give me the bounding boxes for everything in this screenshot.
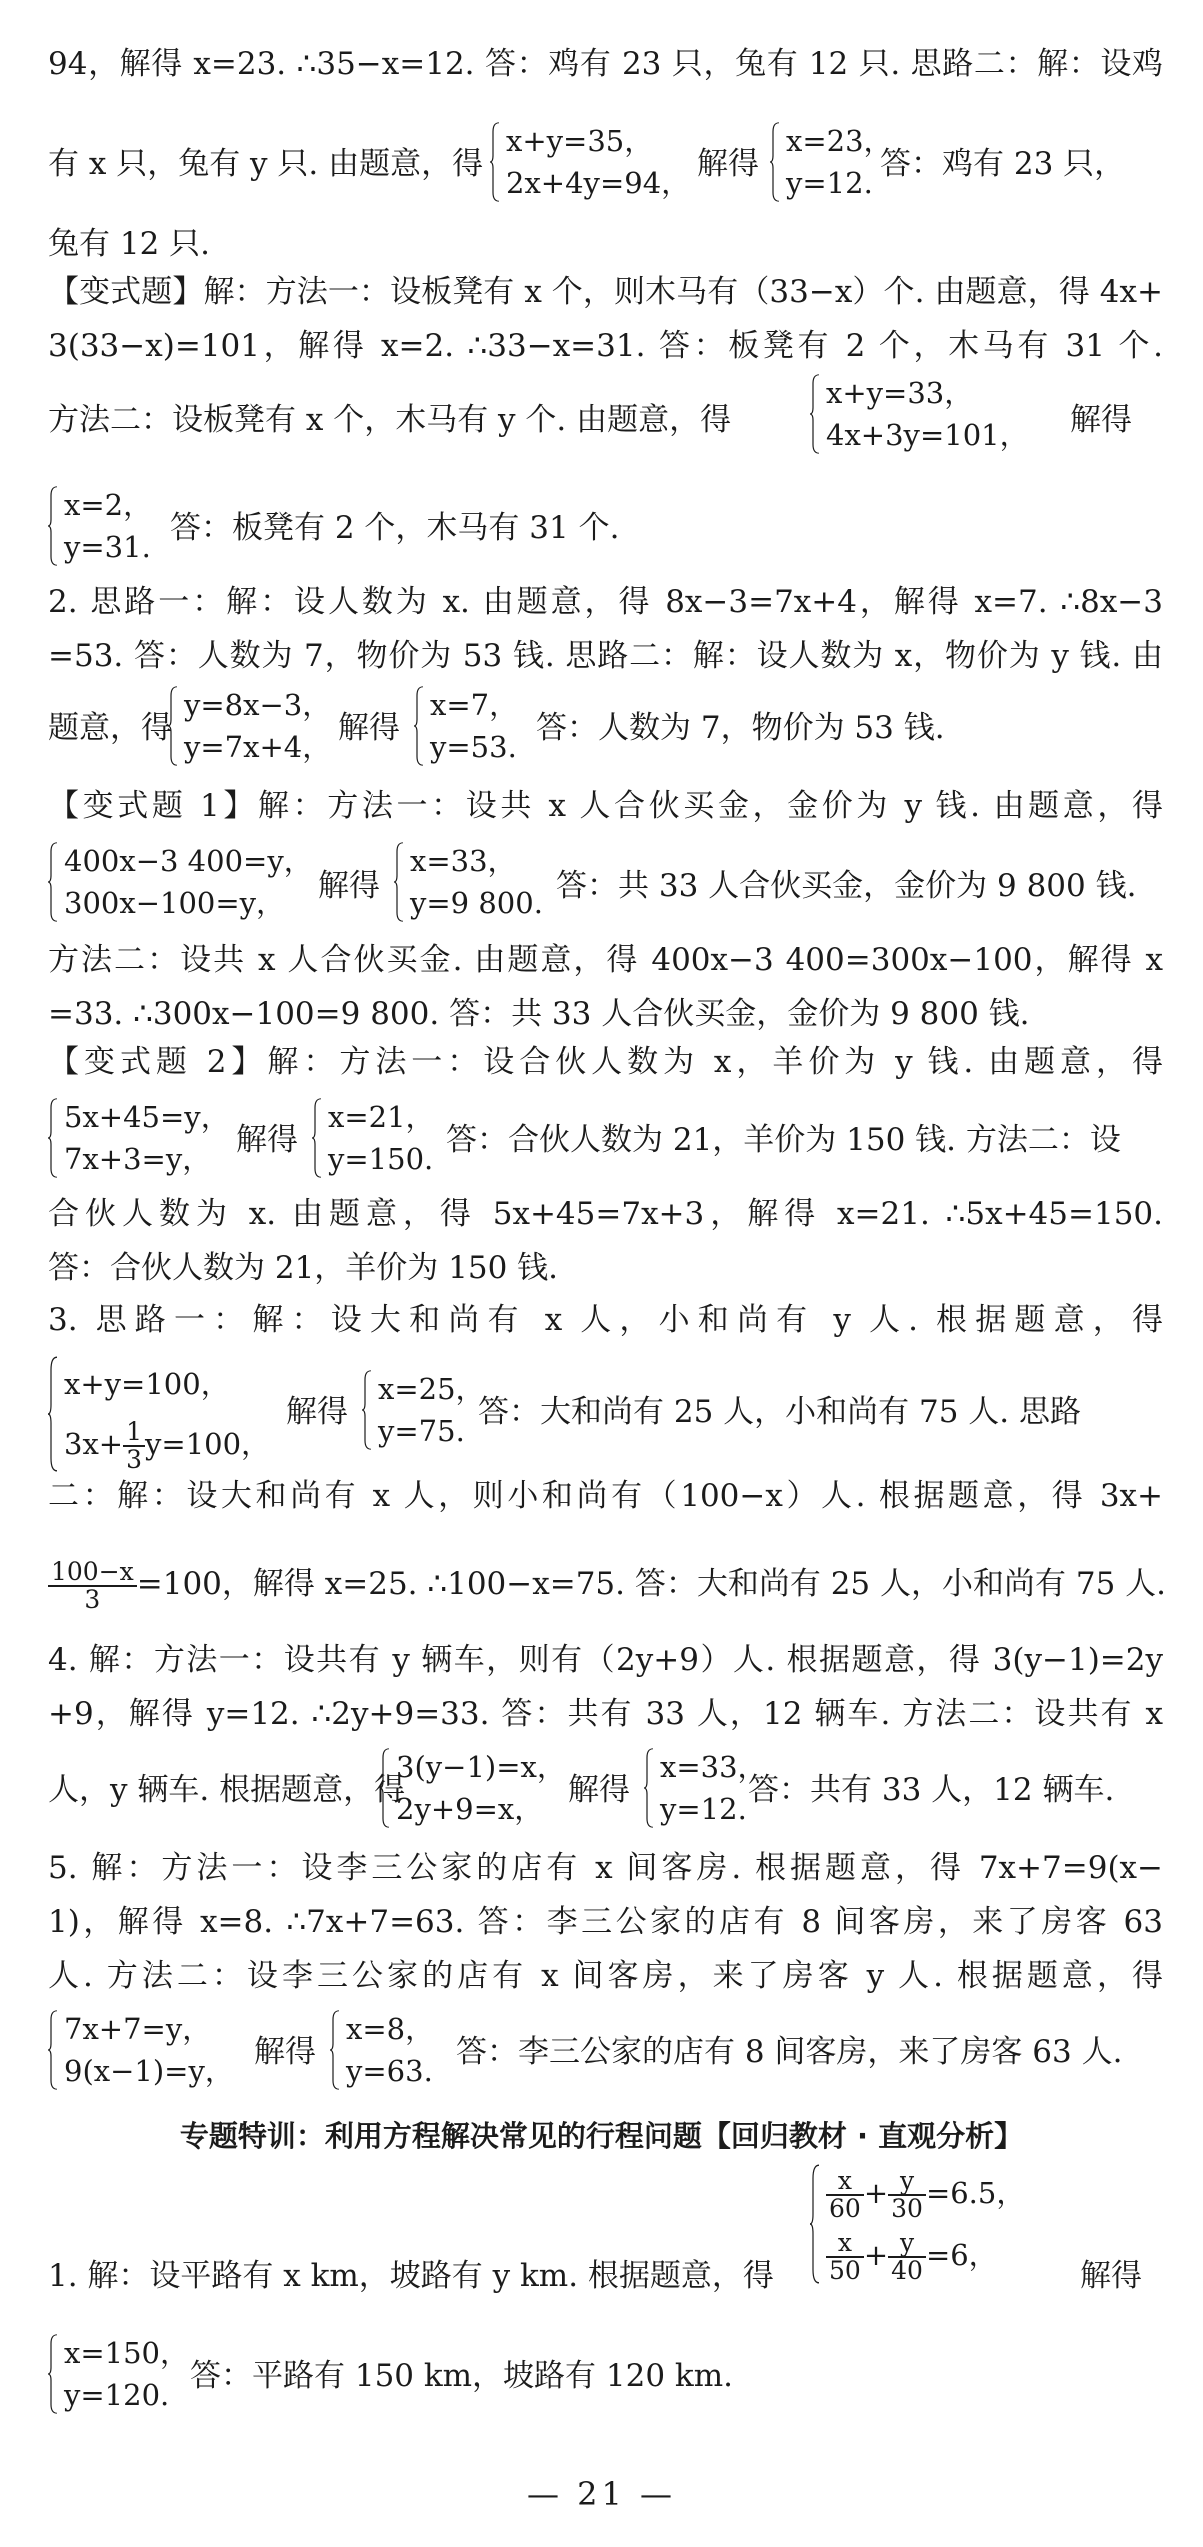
text-line: 解得 <box>236 1122 298 1158</box>
brace-icon <box>48 2010 58 2090</box>
text-line: 答：大和尚有 25 人，小和尚有 75 人. 思路 <box>478 1394 1082 1430</box>
text-line: 答：共 33 人合伙买金，金价为 9 800 钱. <box>556 868 1137 904</box>
equation-part: =6.5， <box>925 2176 1026 2210</box>
equation: x=150， <box>64 2336 190 2370</box>
equation: y=9 800. <box>410 886 543 920</box>
equation: x=21， <box>328 1100 435 1134</box>
brace-icon <box>810 374 820 454</box>
equation-system <box>490 120 690 204</box>
fraction-numerator: 100−x <box>48 1559 137 1587</box>
equation: x=33， <box>660 1750 767 1784</box>
equation-system <box>810 2162 1025 2286</box>
equation: 300x−100=y， <box>64 886 286 920</box>
text-line: 答：合伙人数为 21，羊价为 150 钱. 方法二：设 <box>446 1122 1121 1158</box>
text-line: 题意，得 <box>48 710 172 746</box>
text-line: 二：解：设大和尚有 x 人，则小和尚有（100−x）人. 根据题意，得 3x+ <box>48 1478 1163 1514</box>
brace-icon <box>48 842 58 922</box>
equation-system <box>168 684 331 768</box>
equation: x=7， <box>430 688 519 722</box>
brace-icon <box>312 1098 322 1178</box>
text-line: 答：平路有 150 km，坡路有 120 km. <box>190 2358 733 2394</box>
brace-icon <box>48 1098 58 1178</box>
equation-system <box>48 2332 189 2416</box>
text-line: 解得 <box>286 1394 348 1430</box>
fraction-denominator: 60 <box>829 2194 861 2223</box>
fraction <box>888 2168 926 2222</box>
brace-icon <box>168 686 178 766</box>
equation-system <box>48 840 313 924</box>
equation-system <box>394 840 543 924</box>
fraction-denominator: 30 <box>891 2194 923 2223</box>
equation: x=2， <box>64 488 153 522</box>
brace-icon <box>490 122 500 202</box>
equation: 5x+45=y， <box>64 1100 230 1134</box>
equation: 4x+3y=101， <box>826 418 1029 452</box>
equation: 2y+9=x， <box>396 1792 544 1826</box>
fraction <box>48 1556 137 1614</box>
brace-icon <box>810 2164 820 2284</box>
equation: y=150. <box>328 1142 434 1176</box>
brace-icon <box>414 686 424 766</box>
text-line: 兔有 12 只. <box>48 226 211 262</box>
text-line: 答：板凳有 2 个，木马有 31 个. <box>170 510 620 546</box>
equation: x=23， <box>786 124 893 158</box>
brace-icon <box>48 1356 58 1472</box>
text-line: 2. 思路一：解：设人数为 x. 由题意，得 8x−3=7x+4，解得 x=7. ∴8x−3 <box>48 584 1163 620</box>
equation: x+y=33， <box>826 376 974 410</box>
equation: 7x+3=y， <box>64 1142 212 1176</box>
equation-system <box>48 1354 270 1474</box>
fraction <box>888 2230 926 2284</box>
equation: x+y=35， <box>506 124 654 158</box>
brace-icon <box>48 2334 58 2414</box>
text-line: 有 x 只，兔有 y 只. 由题意，得 <box>48 146 484 182</box>
brace-icon <box>48 486 58 566</box>
text-line: 解得 <box>254 2034 316 2070</box>
equation-system <box>770 120 893 204</box>
text-line: 答：合伙人数为 21，羊价为 150 钱. <box>48 1250 559 1286</box>
equation: $\frac{x}{60}$ + $\frac{y}{30}$ =6.5， <box>810 2162 1025 2224</box>
text-line: 人. 方法二：设李三公家的店有 x 间客房，来了房客 y 人. 根据题意，得 <box>48 1958 1163 1994</box>
equation-system <box>362 1368 485 1452</box>
text-line: 解得 <box>1070 402 1132 438</box>
text-line: 答：人数为 7，物价为 53 钱. <box>536 710 945 746</box>
text-line: 【变式题 2】解：方法一：设合伙人数为 x，羊价为 y 钱. 由题意，得 <box>48 1044 1163 1080</box>
equation-part: y=100， <box>145 1427 271 1461</box>
equation: y=7x+4， <box>184 730 332 764</box>
equation: y=12. <box>786 166 873 200</box>
text-line: 3. 思路一：解：设大和尚有 x 人，小和尚有 y 人. 根据题意，得 <box>48 1302 1163 1338</box>
page-number: — 21 — <box>526 2475 677 2513</box>
text-line: 解得 <box>338 710 400 746</box>
section-title: 专题特训：利用方程解决常见的行程问题【回归教材 · 直观分析】 <box>179 2119 1024 2153</box>
fraction <box>826 2230 864 2284</box>
fraction-denominator: 3 <box>126 1445 143 1474</box>
equation: y=63. <box>346 2054 433 2088</box>
equation: 3(y−1)=x， <box>396 1750 566 1784</box>
text-line: 1. 解：设平路有 x km，坡路有 y km. 根据题意，得 <box>48 2258 774 2294</box>
equation-part: 3x+ <box>64 1427 124 1461</box>
text-line: 人，y 辆车. 根据题意，得 <box>48 1772 406 1808</box>
text-line: +9，解得 y=12. ∴2y+9=33. 答：共有 33 人，12 辆车. 方法二：设共有 x <box>48 1696 1163 1732</box>
equation-system <box>48 1096 230 1180</box>
fraction-numerator: x <box>826 2168 864 2196</box>
fraction <box>123 1419 145 1473</box>
equation-system <box>330 2008 434 2092</box>
equation: 9(x−1)=y， <box>64 2054 234 2088</box>
brace-icon <box>330 2010 340 2090</box>
fraction-denominator: 50 <box>829 2256 861 2285</box>
text-line: 解得 <box>568 1772 630 1808</box>
fraction-denominator: 40 <box>891 2256 923 2285</box>
text-line: 方法二：设共 x 人合伙买金. 由题意，得 400x−3 400=300x−100，解得 x <box>48 942 1163 978</box>
text-line-rest: =100，解得 x=25. ∴100−x=75. 答：大和尚有 25 人，小和尚有 75 人. <box>136 1566 1167 1602</box>
text-line: 4. 解：方法一：设共有 y 辆车，则有（2y+9）人. 根据题意，得 3(y−1)=2y <box>48 1642 1163 1678</box>
fraction-numerator: y <box>888 2168 926 2196</box>
equation-system <box>810 372 1029 456</box>
text-line: 解得 <box>1080 2258 1142 2294</box>
text-line: 94，解得 x=23. ∴35−x=12. 答：鸡有 23 只，兔有 12 只. 思路二：解：设鸡 <box>48 46 1163 82</box>
text-line: 答：鸡有 23 只， <box>880 146 1126 182</box>
equation-system <box>312 1096 435 1180</box>
brace-icon <box>362 1370 372 1450</box>
text-line: 3(33−x)=101，解得 x=2. ∴33−x=31. 答：板凳有 2 个，木马有 31 个. <box>48 328 1163 364</box>
equation: x+y=100， <box>64 1367 230 1401</box>
brace-icon <box>644 1748 654 1828</box>
equation: y=12. <box>660 1792 747 1826</box>
text-line: 解得 <box>697 146 759 182</box>
equation: 7x+7=y， <box>64 2012 212 2046</box>
text-line: 答：共有 33 人，12 辆车. <box>748 1772 1115 1808</box>
text-line: 解得 <box>318 868 380 904</box>
equation: y=53. <box>430 730 517 764</box>
text-line: 【变式题】解：方法一：设板凳有 x 个，则木马有（33−x）个. 由题意，得 4x+ <box>48 274 1163 310</box>
text-line: 1)，解得 x=8. ∴7x+7=63. 答：李三公家的店有 8 间客房，来了房客 63 <box>48 1904 1163 1940</box>
fraction-numerator: x <box>826 2230 864 2258</box>
text-line: 5. 解：方法一：设李三公家的店有 x 间客房. 根据题意，得 7x+7=9(x− <box>48 1850 1163 1886</box>
equation: x=25， <box>378 1372 485 1406</box>
fraction-numerator: 1 <box>123 1419 145 1447</box>
equation: 2x+4y=94， <box>506 166 691 200</box>
equation: y=31. <box>64 530 151 564</box>
equation-system <box>48 484 152 568</box>
fraction <box>826 2168 864 2222</box>
text-line <box>48 1556 1166 1613</box>
brace-icon <box>380 1748 390 1828</box>
equation: x=33， <box>410 844 517 878</box>
equation-part: =6， <box>925 2238 998 2272</box>
equation <box>48 1414 270 1474</box>
equation: 400x−3 400=y， <box>64 844 313 878</box>
equation-system <box>380 1746 566 1830</box>
text-line: 合伙人数为 x. 由题意，得 5x+45=7x+3，解得 x=21. ∴5x+45=150. <box>48 1196 1163 1232</box>
text-line: =33. ∴300x−100=9 800. 答：共 33 人合伙买金，金价为 9 800 钱. <box>48 996 1030 1032</box>
brace-icon <box>394 842 404 922</box>
fraction-numerator: y <box>888 2230 926 2258</box>
equation: y=8x−3， <box>184 688 332 722</box>
fraction-denominator: 3 <box>84 1584 101 1614</box>
text-line: 答：李三公家的店有 8 间客房，来了房客 63 人. <box>456 2034 1123 2070</box>
equation-system <box>48 2008 234 2092</box>
text-line: 方法二：设板凳有 x 个，木马有 y 个. 由题意，得 <box>48 402 732 438</box>
equation: y=75. <box>378 1414 465 1448</box>
equation: $\frac{x}{50}$ + $\frac{y}{40}$ =6， <box>810 2224 1025 2286</box>
text-line: 【变式题 1】解：方法一：设共 x 人合伙买金，金价为 y 钱. 由题意，得 <box>48 788 1163 824</box>
equation: y=120. <box>64 2378 170 2412</box>
text-line: =53. 答：人数为 7，物价为 53 钱. 思路二：解：设人数为 x，物价为 y 钱. 由 <box>48 638 1163 674</box>
brace-icon <box>770 122 780 202</box>
equation: x=8， <box>346 2012 435 2046</box>
equation-system <box>414 684 518 768</box>
